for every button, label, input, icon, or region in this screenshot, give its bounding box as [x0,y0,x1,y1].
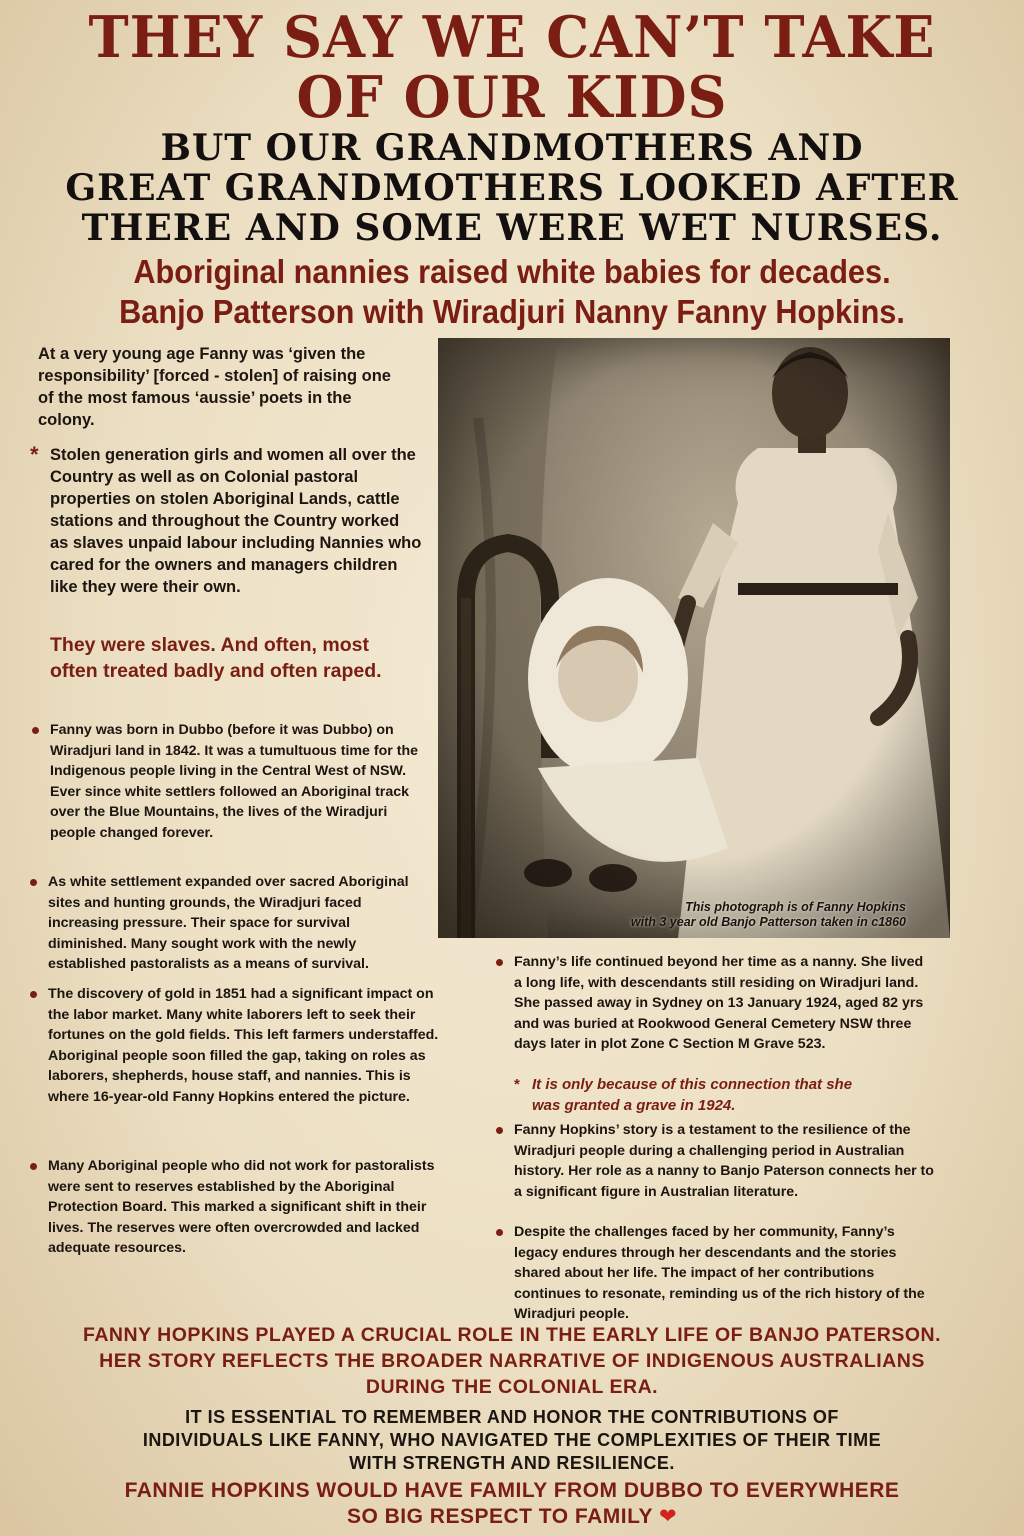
footer-family-line-1: FANNIE HOPKINS WOULD HAVE FAMILY FROM DUBBO TO EVERYWHERE [124,1479,900,1502]
subheadline-line-1: BUT OUR GRANDMOTHERS AND [160,127,864,169]
headline-line-1: THEY SAY WE CAN’T TAKE [88,3,936,71]
bullet-dot-icon [30,1163,37,1170]
bullet-item-birth [50,720,420,843]
intro-paragraph: At a very young age Fanny was ‘given the responsibility’ [forced - stolen] of raising one of the most famous ‘aussie’ poets in the colony. [38,345,391,429]
historical-photograph [438,338,950,938]
bullet-item-settlement [48,872,430,975]
bullet-item-gold [48,984,440,1107]
bullet-text-birth: Fanny was born in Dubbo (before it was Dubbo) on Wiradjuri land in 1842. It was a tumultuous time for the Indigenous people living in the Central West of NSW. Ever since white settlers followed an Aboriginal track over the Blue Mountains, the lives of the Wiradjuri people changed forever. [50,722,419,841]
bullet-dot-icon [30,879,37,886]
bullet-item-resilience [514,1120,934,1202]
footer-black-line-2: INDIVIDUALS LIKE FANNY, WHO NAVIGATED THE COMPLEXITIES OF THEIR TIME [142,1430,882,1450]
bullet-dot-icon [30,991,37,998]
footer-red-line-2: HER STORY REFLECTS THE BROADER NARRATIVE OF INDIGENOUS AUSTRALIANS [99,1350,925,1372]
photo-illustration [438,338,950,938]
footer-family-line-2 [0,1504,1024,1530]
footer-black-line-1: IT IS ESSENTIAL TO REMEMBER AND HONOR THE CONTRIBUTIONS OF [185,1407,839,1427]
footer-family-text: SO BIG RESPECT TO FAMILY [346,1505,653,1528]
bullet-text-legacy: Despite the challenges faced by her community, Fanny’s legacy endures through her descendants and the stories shared about her life. The impact of her contributions continues to resonate, reminding us of the rich history of the Wiradjuri people. [514,1224,925,1322]
bullet-text-resilience: Fanny Hopkins’ story is a testament to the resilience of the Wiradjuri people during a challenging period in Australian history. Her role as a nanny to Banjo Paterson connects her to a significant figure in Australian literature. [514,1122,934,1200]
footer-red-line-1: FANNY HOPKINS PLAYED A CRUCIAL ROLE IN THE EARLY LIFE OF BANJO PATERSON. [83,1324,941,1346]
slaves-callout: They were slaves. And often, most often treated badly and often raped. [50,634,382,682]
bullet-text-later-life: Fanny’s life continued beyond her time as a nanny. She lived a long life, with descendants still residing on Wiradjuri land. She passed away in Sydney on 13 January 1924, aged 82 yrs and was buried at Rookwood General Cemetery NSW three days later in plot Zone C Section M Grave 523. [514,954,924,1052]
asterisk-icon: * [30,442,39,467]
subheadline-line-2: GREAT GRANDMOTHERS LOOKED AFTER [65,167,959,209]
stolen-generation-text: Stolen generation girls and women all over the Country as well as on Colonial pastoral properties on stolen Aboriginal Lands, cattle stations and throughout the Country worked as slaves unpaid labour including Nannies who cared for the owners and managers children like they were their own. [50,446,422,596]
photo-caption-line-1: This photograph is of Fanny Hopkins [685,900,906,914]
footer-black-line-3: WITH STRENGTH AND RESILIENCE. [349,1453,675,1473]
footer-red-line-3: DURING THE COLONIAL ERA. [365,1376,659,1398]
grave-note [514,1074,872,1116]
bullet-item-later-life [514,952,934,1055]
photo-caption-line-2: with 3 year old Banjo Patterson taken in c1860 [630,915,906,929]
bullet-item-legacy [514,1222,934,1325]
bullet-dot-icon [496,959,503,966]
bullet-dot-icon [496,1229,503,1236]
stolen-generation-paragraph [30,442,422,598]
tagline-line-2: Banjo Patterson with Wiradjuri Nanny Fanny Hopkins. [119,293,905,330]
bullet-dot-icon [32,727,39,734]
bullet-text-gold: The discovery of gold in 1851 had a significant impact on the labor market. Many white laborers left to seek their fortunes on the gold fields. This left farmers understaffed. Aboriginal people soon filled the gap, taking on roles as laborers, shepherds, house staff, and nannies. This is where 16-year-old Fanny Hopkins entered the picture. [48,986,439,1105]
subheadline-line-3: THERE AND SOME WERE WET NURSES. [81,207,943,249]
bullet-dot-icon [496,1127,503,1134]
heart-icon: ❤ [658,1505,678,1528]
grave-note-text: It is only because of this connection that she was granted a grave in 1924. [532,1076,853,1114]
asterisk-icon: * [514,1076,520,1093]
photo-caption [631,900,906,930]
bullet-text-reserves: Many Aboriginal people who did not work for pastoralists were sent to reserves established by the Aboriginal Protection Board. This marked a significant shift in their lives. The reserves were often overcrowded and lacked adequate resources. [48,1158,435,1256]
bullet-item-reserves [48,1156,440,1259]
headline-line-2: OF OUR KIDS [296,63,728,131]
bullet-text-settlement: As white settlement expanded over sacred Aboriginal sites and hunting grounds, the Wiradjuri faced increasing pressure. Their space for survival diminished. Many sought work with the newly established pastoralists as a means of survival. [48,874,409,972]
tagline-line-1: Aboriginal nannies raised white babies for decades. [133,253,891,290]
